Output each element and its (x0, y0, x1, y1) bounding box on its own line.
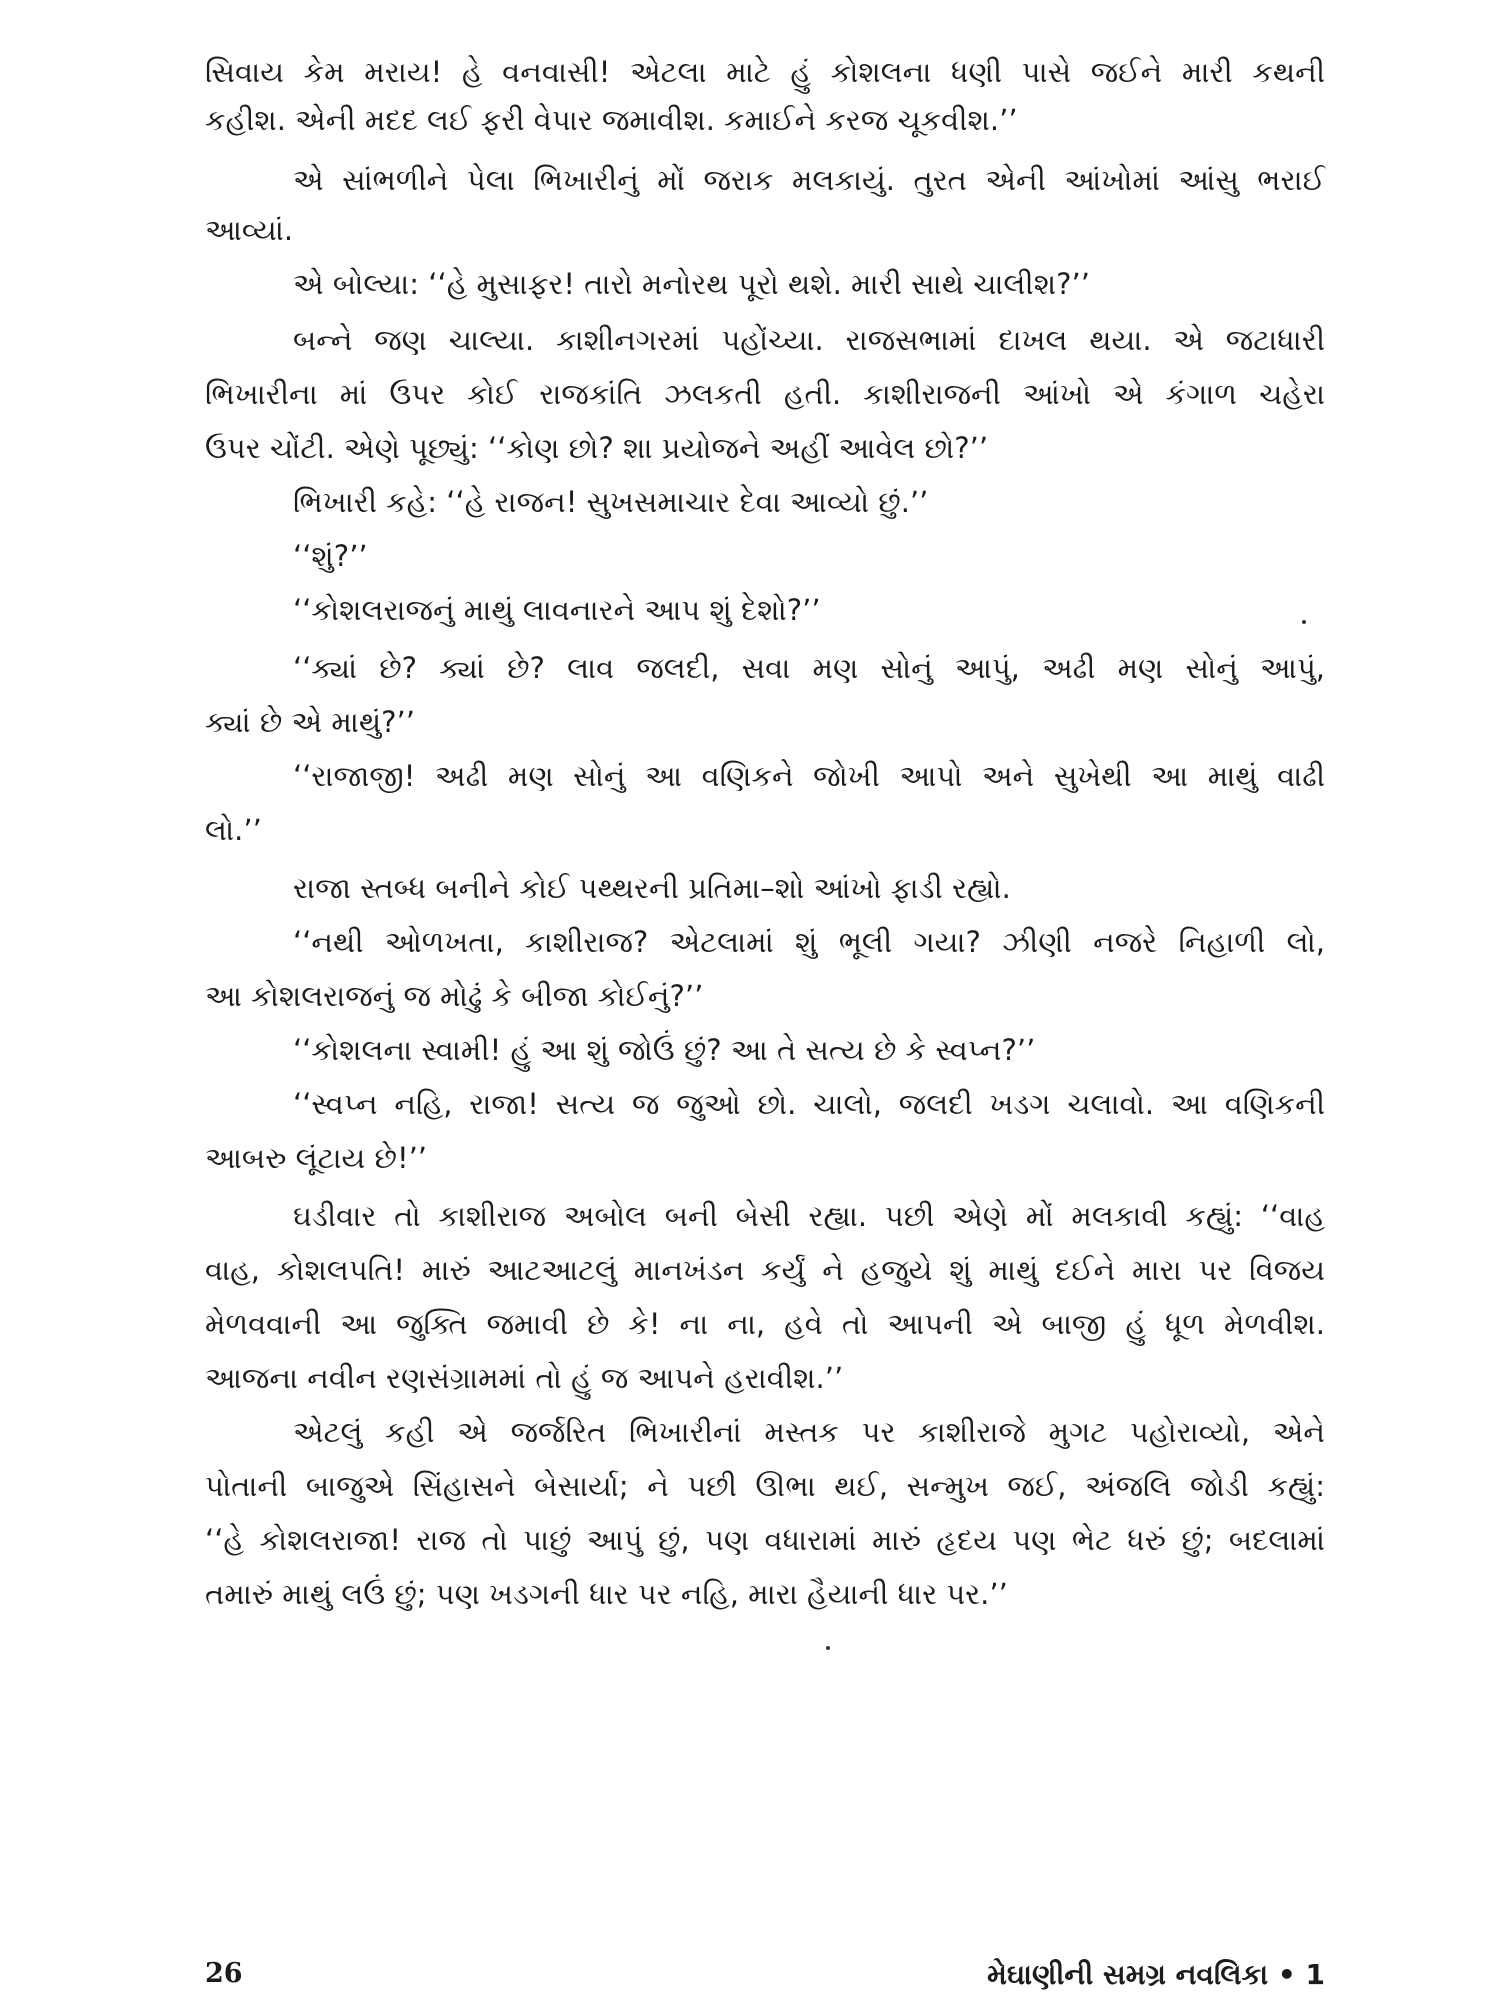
text-line: પોતાની બાજુએ સિંહાસને બેસાર્યા; ને પછી ઊભા થઈ, સન્મુખ જઈ, અંજલિ જોડી કહ્યું: (205, 1469, 1325, 1503)
page-footer (205, 1958, 1325, 1998)
page-number: 26 (205, 1958, 243, 1989)
text-line: ‘‘નથી ઓળખતા, કાશીરાજ? એટલામાં શું ભૂલી ગયા? ઝીણી નજરે નિહાળી લો, (293, 925, 1325, 959)
text-line: આબરુ લૂંટાય છે!’’ (205, 1141, 428, 1175)
text-line: બન્ને જણ ચાલ્યા. કાશીનગરમાં પહોંચ્યા. રાજસભામાં દાખલ થયા. એ જટાધારી (293, 323, 1325, 357)
text-line: આવ્યાં. (205, 213, 294, 247)
scan-speck (826, 1646, 830, 1650)
text-line: ‘‘કોશલના સ્વામી! હું આ શું જોઉં છું? આ તે સત્ય છે કે સ્વપ્ન?’’ (293, 1033, 1036, 1067)
text-line: ‘‘રાજાજી! અઢી મણ સોનું આ વણિકને જોખી આપો અને સુખેથી આ માથું વાઢી (293, 759, 1325, 793)
text-line: રાજા સ્તબ્ધ બનીને કોઈ પથ્થરની પ્રતિમા–શો આંખો ફાડી રહ્યો. (293, 871, 1011, 905)
text-line: એ બોલ્યા: ‘‘હે મુસાફર! તારો મનોરથ પૂરો થશે. મારી સાથે ચાલીશ?’’ (293, 267, 1090, 301)
text-line: એટલું કહી એ જર્જરિત ભિખારીનાં મસ્તક પર કાશીરાજે મુગટ પહોરાવ્યો, એને (293, 1415, 1325, 1449)
text-line: ક્યાં છે એ માથું?’’ (205, 705, 415, 739)
text-line: વાહ, કોશલપતિ! મારું આટઆટલું માનખંડન કર્યું ને હજુયે શું માથું દઈને મારા પર વિજય (205, 1253, 1325, 1287)
text-line: ભિખારીના માં ઉપર કોઈ રાજકાંતિ ઝલકતી હતી. કાશીરાજની આંખો એ કંગાળ ચહેરા (205, 377, 1325, 411)
scan-speck (1302, 620, 1306, 624)
text-line: ‘‘હે કોશલરાજા! રાજ તો પાછું આપું છું, પણ વધારામાં મારું હૃદય પણ ભેટ ધરું છું; બદલામાં (205, 1523, 1325, 1557)
text-line: લો.’’ (205, 813, 262, 847)
text-line: આજના નવીન રણસંગ્રામમાં તો હું જ આપને હરાવીશ.’’ (205, 1361, 844, 1395)
text-line: તમારું માથું લઉં છું; પણ ખડગની ધાર પર નહિ, મારા હૈયાની ધાર પર.’’ (205, 1577, 1008, 1611)
text-line: ભિખારી કહે: ‘‘હે રાજન! સુખસમાચાર દેવા આવ્યો છું.’’ (293, 485, 929, 519)
text-line: ‘‘કોશલરાજનું માથું લાવનારને આપ શું દેશો?’’ (293, 593, 821, 627)
text-line: આ કોશલરાજનું જ મોઢું કે બીજા કોઈનું?’’ (205, 979, 704, 1013)
text-line: ઉપર ચોંટી. એણે પૂછ્યું: ‘‘કોણ છો? શા પ્રયોજને અહીં આવેલ છો?’’ (205, 431, 989, 465)
text-line: સિવાય કેમ મરાય! હે વનવાસી! એટલા માટે હું કોશલના ધણી પાસે જઈને મારી કથની (205, 55, 1325, 89)
text-line: ‘‘ક્યાં છે? ક્યાં છે? લાવ જલદી, સવા મણ સોનું આપું, અઢી મણ સોનું આપું, (293, 651, 1325, 685)
text-line: ‘‘સ્વપ્ન નહિ, રાજા! સત્ય જ જુઓ છો. ચાલો, જલદી ખડગ ચલાવો. આ વણિકની (293, 1087, 1325, 1121)
running-title: મેઘાણીની સમગ્ર નવલિકા • 1 (987, 1958, 1325, 1991)
text-line: એ સાંભળીને પેલા ભિખારીનું મોં જરાક મલકાયું. તુરત એની આંખોમાં આંસુ ભરાઈ (293, 163, 1325, 197)
text-line: મેળવવાની આ જુક્તિ જમાવી છે કે! ના ના, હવે તો આપની એ બાજી હું ધૂળ મેળવીશ. (205, 1307, 1325, 1341)
text-line: ઘડીવાર તો કાશીરાજ અબોલ બની બેસી રહ્યા. પછી એણે મોં મલકાવી કહ્યું: ‘‘વાહ (293, 1199, 1325, 1233)
text-line: ‘‘શું?’’ (293, 539, 368, 573)
text-line: કહીશ. એની મદદ લઈ ફરી વેપાર જમાવીશ. કમાઈને કરજ ચૂકવીશ.’’ (205, 103, 1018, 137)
